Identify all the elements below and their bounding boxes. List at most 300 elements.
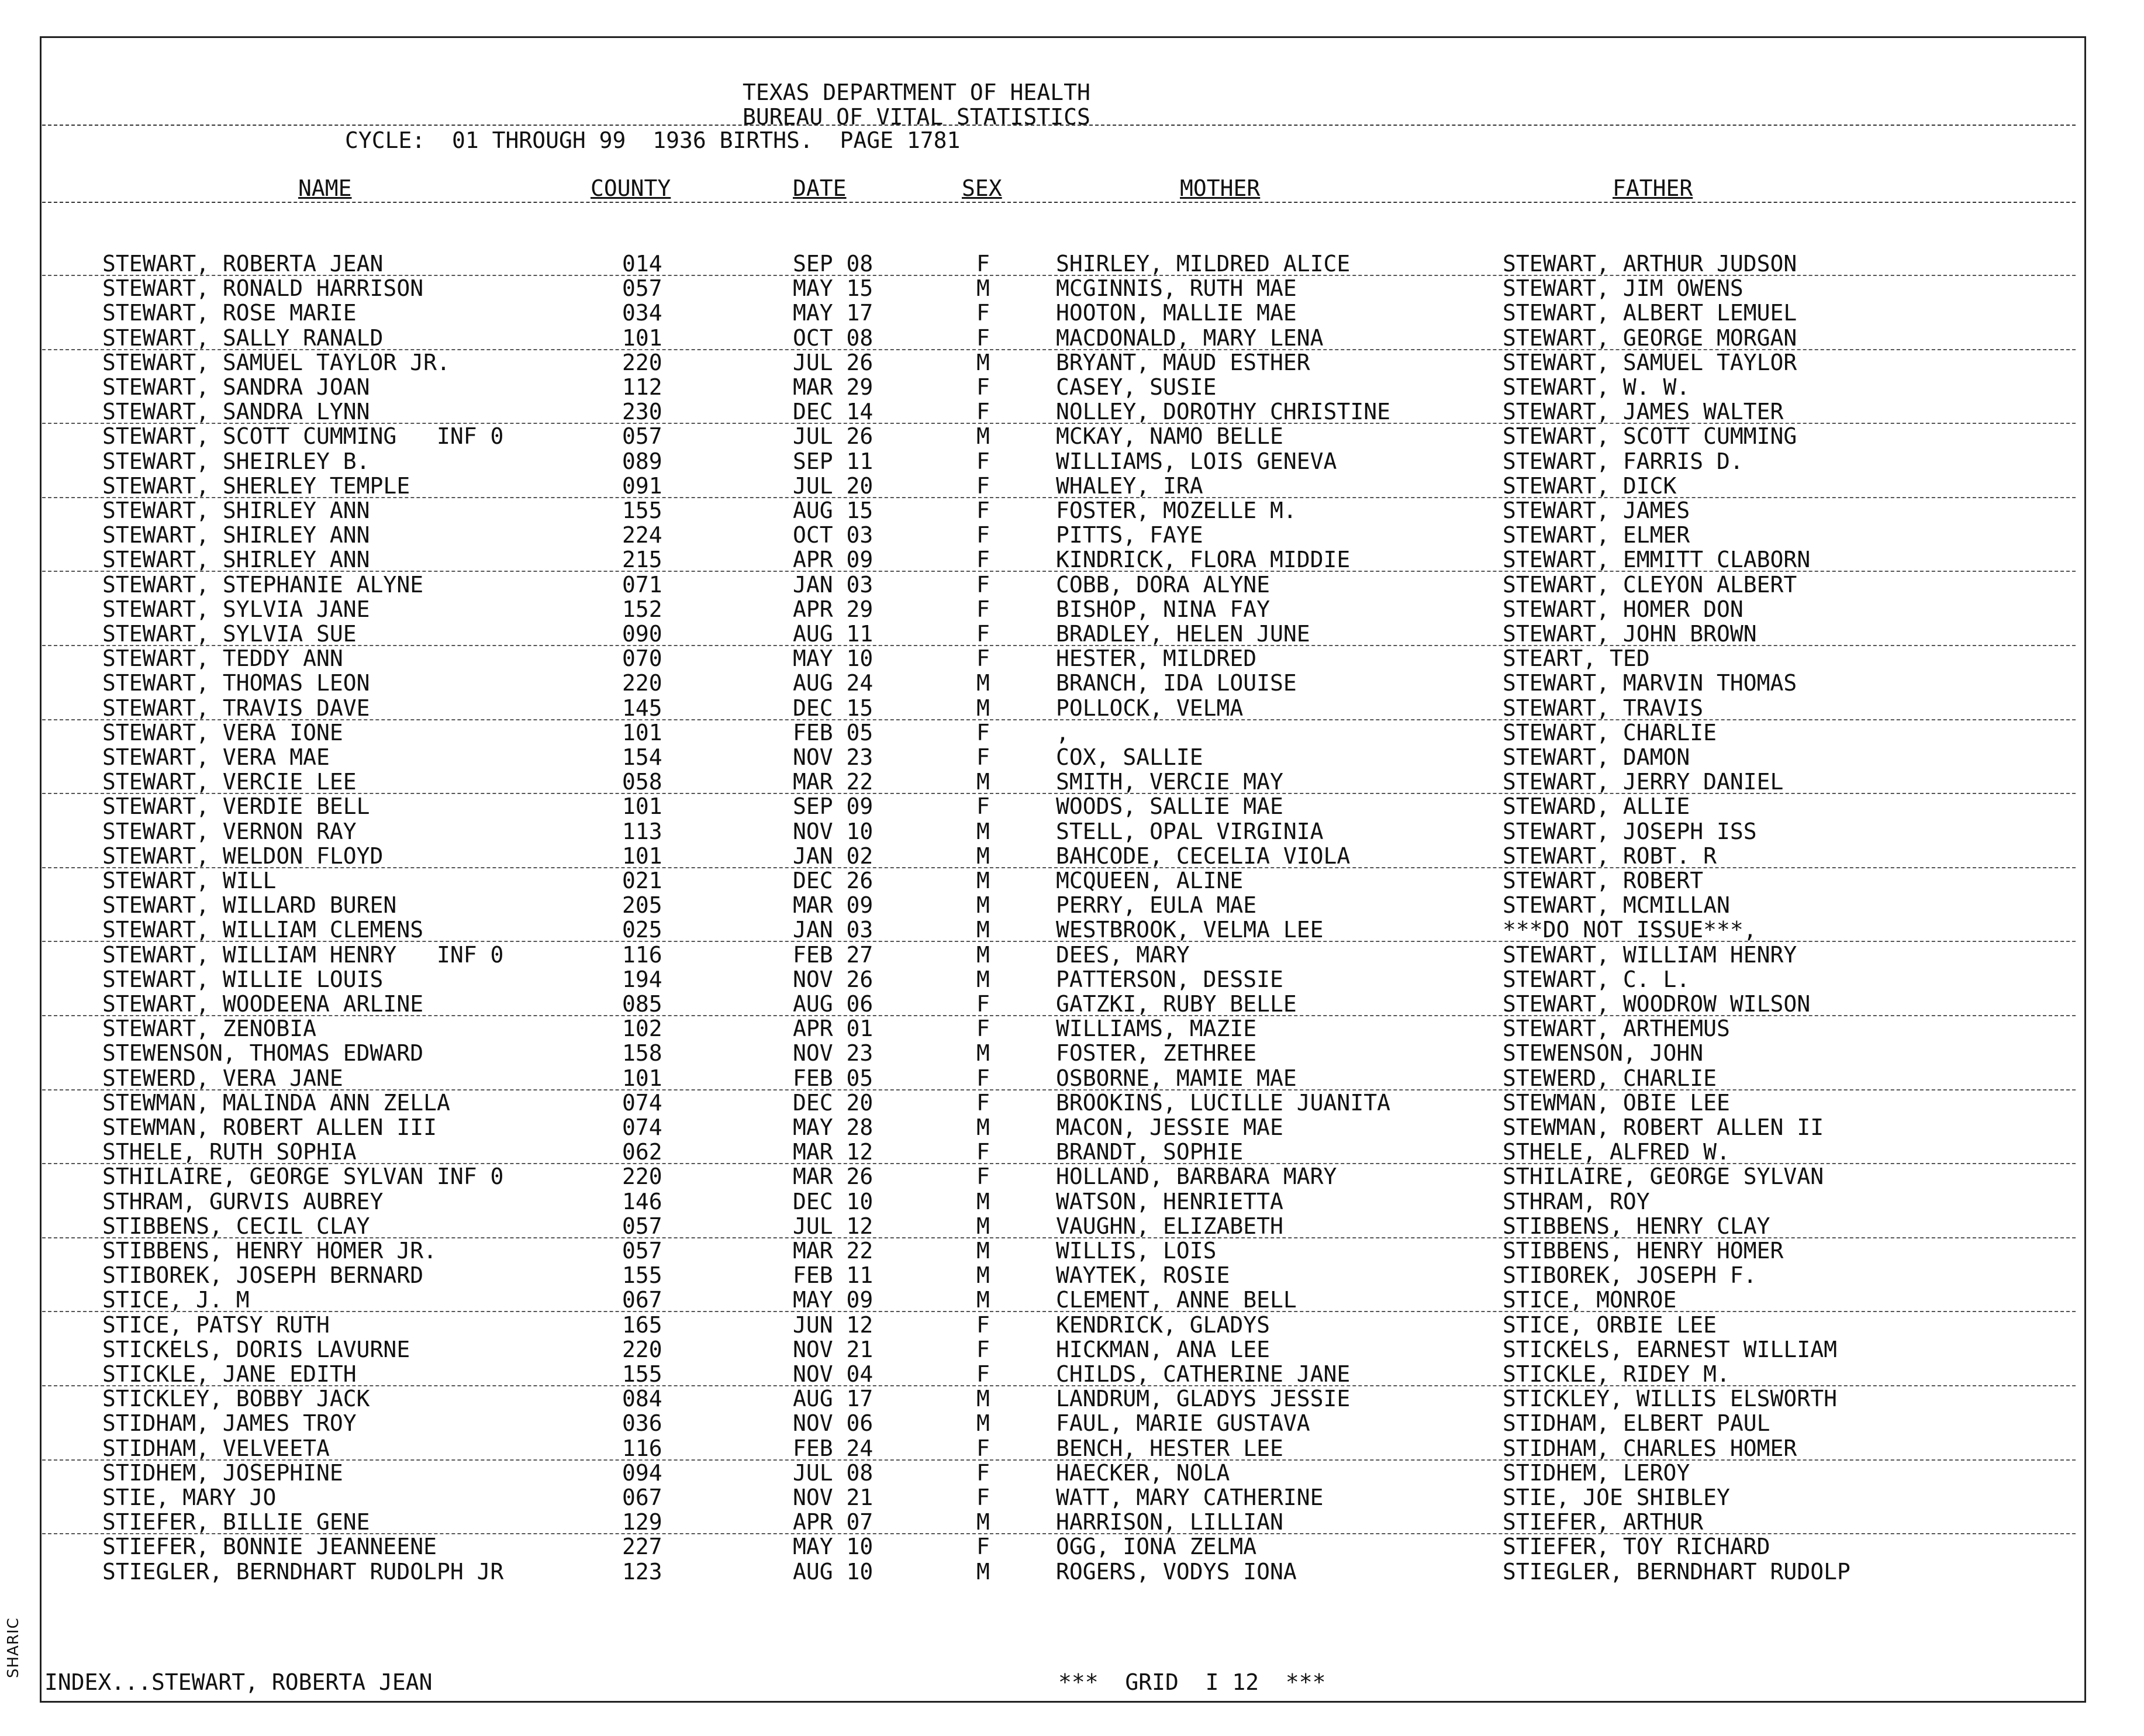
cell-date: MAY 10 — [793, 1534, 874, 1560]
cell-date: NOV 06 — [793, 1410, 874, 1437]
cell-mother: POLLOCK, VELMA — [1056, 695, 1244, 721]
cell-county: 067 — [622, 1287, 662, 1313]
cell-name: STEWART, WILL — [102, 868, 277, 893]
cell-mother: BRANCH, IDA LOUISE — [1056, 670, 1297, 696]
cell-county: 021 — [622, 868, 662, 893]
cell-name: STEWART, SHERLEY TEMPLE — [102, 472, 410, 499]
cell-date: NOV 23 — [793, 744, 874, 770]
cell-date: JUL 08 — [793, 1459, 874, 1486]
cell-county: 025 — [622, 917, 662, 943]
cell-father: STICE, ORBIE LEE — [1503, 1312, 1717, 1338]
cell-mother: HESTER, MILDRED — [1056, 646, 1257, 672]
cell-date: NOV 21 — [793, 1485, 874, 1510]
cell-sex: F — [976, 596, 990, 622]
cycle-line: CYCLE: 01 THROUGH 99 1936 BIRTHS. PAGE 1781 — [345, 127, 961, 153]
cell-county: 089 — [622, 448, 662, 474]
table-row — [0, 375, 2144, 399]
table-row — [0, 1436, 2144, 1461]
cell-name: STEWART, TRAVIS DAVE — [102, 695, 370, 721]
cell-date: MAY 15 — [793, 275, 874, 302]
cell-name: STIDHAM, JAMES TROY — [102, 1410, 357, 1437]
cell-name: STEWART, SANDRA LYNN — [102, 399, 370, 425]
cell-father: STEWART, GEORGE MORGAN — [1503, 325, 1797, 351]
cell-mother: LANDRUM, GLADYS JESSIE — [1056, 1386, 1351, 1412]
cell-county: 090 — [622, 621, 662, 647]
cell-county: 230 — [622, 399, 662, 425]
cell-sex: F — [976, 399, 990, 425]
cell-county: 220 — [622, 670, 662, 696]
cell-name: STEWMAN, ROBERT ALLEN III — [102, 1114, 437, 1140]
cell-sex: M — [976, 818, 990, 844]
cell-mother: MCGINNIS, RUTH MAE — [1056, 275, 1297, 302]
cell-county: 227 — [622, 1534, 662, 1560]
cell-mother: NOLLEY, DOROTHY CHRISTINE — [1056, 399, 1390, 425]
cell-sex: F — [976, 571, 990, 598]
cell-sex: F — [976, 793, 990, 820]
cell-name: STEWART, WILLARD BUREN — [102, 892, 397, 919]
cell-father: STEWART, MCMILLAN — [1503, 892, 1730, 919]
table-row — [0, 794, 2144, 819]
cell-mother: HAECKER, NOLA — [1056, 1459, 1230, 1486]
cell-mother: MCKAY, NAMO BELLE — [1056, 423, 1283, 450]
cell-date: JUN 12 — [793, 1312, 874, 1338]
cell-name: STIDHAM, VELVEETA — [102, 1435, 330, 1461]
cell-date: DEC 10 — [793, 1188, 874, 1214]
cell-sex: F — [976, 325, 990, 351]
cell-sex: F — [976, 1485, 990, 1510]
cell-date: JAN 02 — [793, 843, 874, 869]
cell-sex: F — [976, 1534, 990, 1560]
table-row — [0, 769, 2144, 794]
cell-father: STEWART, SAMUEL TAYLOR — [1503, 349, 1797, 375]
cell-name: STEWART, SHIRLEY ANN — [102, 522, 370, 548]
table-row — [0, 1189, 2144, 1214]
cell-mother: BAHCODE, CECELIA VIOLA — [1056, 843, 1351, 869]
cell-county: 071 — [622, 571, 662, 598]
cell-father: STEWART, DICK — [1503, 472, 1677, 499]
cell-county: 220 — [622, 1164, 662, 1190]
cell-sex: F — [976, 1312, 990, 1338]
cell-mother: BRYANT, MAUD ESTHER — [1056, 349, 1310, 375]
cell-name: STEWART, VERDIE BELL — [102, 793, 370, 820]
cell-mother: CHILDS, CATHERINE JANE — [1056, 1361, 1351, 1387]
table-row — [0, 547, 2144, 572]
cell-mother: MACON, JESSIE MAE — [1056, 1114, 1283, 1140]
cell-county: 070 — [622, 646, 662, 672]
cell-county: 084 — [622, 1386, 662, 1412]
cell-county: 205 — [622, 892, 662, 919]
cell-county: 215 — [622, 547, 662, 573]
table-row — [0, 1288, 2144, 1312]
cell-name: STEWART, ROSE MARIE — [102, 300, 357, 326]
cell-father: STEWART, CLEYON ALBERT — [1503, 571, 1797, 598]
cell-name: STIBOREK, JOSEPH BERNARD — [102, 1262, 424, 1289]
cell-name: STEWART, ZENOBIA — [102, 1016, 317, 1042]
cell-sex: M — [976, 1238, 990, 1264]
table-row — [0, 1090, 2144, 1115]
cell-county: 116 — [622, 941, 662, 968]
cell-name: STEWART, RONALD HARRISON — [102, 275, 424, 302]
table-row — [0, 449, 2144, 474]
cell-father: STICKLEY, WILLIS ELSWORTH — [1503, 1386, 1837, 1412]
cell-county: 085 — [622, 991, 662, 1017]
footer-index: INDEX...STEWART, ROBERTA JEAN — [44, 1669, 433, 1695]
cell-date: APR 07 — [793, 1509, 874, 1535]
cell-sex: M — [976, 1410, 990, 1437]
cell-mother: CLEMENT, ANNE BELL — [1056, 1287, 1297, 1313]
cell-name: STIEFER, BONNIE JEANNEENE — [102, 1534, 437, 1560]
cell-name: STIEGLER, BERNDHART RUDOLPH JR — [102, 1558, 504, 1585]
cell-mother: FAUL, MARIE GUSTAVA — [1056, 1410, 1310, 1437]
cell-sex: F — [976, 1016, 990, 1042]
cell-county: 155 — [622, 1361, 662, 1387]
table-row — [0, 745, 2144, 769]
cell-mother: WILLIS, LOIS — [1056, 1238, 1217, 1264]
cell-mother: FOSTER, MOZELLE M. — [1056, 498, 1297, 523]
cell-name: STICKLE, JANE EDITH — [102, 1361, 357, 1387]
cell-mother: PATTERSON, DESSIE — [1056, 966, 1283, 992]
table-row — [0, 399, 2144, 424]
cell-county: 101 — [622, 1065, 662, 1091]
cell-father: STHELE, ALFRED W. — [1503, 1139, 1730, 1165]
cell-sex: M — [976, 769, 990, 795]
cell-sex: M — [976, 1040, 990, 1067]
cell-mother: GATZKI, RUBY BELLE — [1056, 991, 1297, 1017]
cell-father: STICKELS, EARNEST WILLIAM — [1503, 1336, 1837, 1362]
cell-father: STEWART, JOSEPH ISS — [1503, 818, 1757, 844]
cell-father: STEWART, ROBT. R — [1503, 843, 1717, 869]
cell-county: 220 — [622, 1336, 662, 1362]
cell-date: AUG 10 — [793, 1558, 874, 1585]
cell-sex: M — [976, 1114, 990, 1140]
cell-father: STEWART, JAMES — [1503, 498, 1690, 523]
cell-mother: WESTBROOK, VELMA LEE — [1056, 917, 1324, 943]
cell-father: STEWERD, CHARLIE — [1503, 1065, 1717, 1091]
cell-father: STEWARD, ALLIE — [1503, 793, 1690, 820]
cell-name: STIBBENS, HENRY HOMER JR. — [102, 1238, 437, 1264]
cell-date: MAY 28 — [793, 1114, 874, 1140]
cell-mother: PITTS, FAYE — [1056, 522, 1203, 548]
cell-name: STEWART, WILLIE LOUIS — [102, 966, 384, 992]
cell-name: STICE, J. M — [102, 1287, 250, 1313]
cell-sex: F — [976, 1459, 990, 1486]
column-header-mother: MOTHER — [1180, 175, 1261, 201]
table-row — [0, 622, 2144, 646]
cell-mother: HARRISON, LILLIAN — [1056, 1509, 1283, 1535]
cell-father: STEWART, JOHN BROWN — [1503, 621, 1757, 647]
table-row — [0, 646, 2144, 671]
cell-date: MAR 12 — [793, 1139, 874, 1165]
cell-name: STEWART, STEPHANIE ALYNE — [102, 571, 424, 598]
cell-father: STEWART, MARVIN THOMAS — [1503, 670, 1797, 696]
cell-mother: BRADLEY, HELEN JUNE — [1056, 621, 1310, 647]
cell-county: 057 — [622, 275, 662, 302]
cell-sex: M — [976, 941, 990, 968]
cell-sex: M — [976, 843, 990, 869]
cell-sex: F — [976, 374, 990, 400]
cell-mother: WAYTEK, ROSIE — [1056, 1262, 1230, 1289]
cell-county: 034 — [622, 300, 662, 326]
cell-date: AUG 06 — [793, 991, 874, 1017]
cell-mother: COBB, DORA ALYNE — [1056, 571, 1270, 598]
cell-name: STEWART, ROBERTA JEAN — [102, 251, 384, 277]
cell-county: 014 — [622, 251, 662, 277]
cell-sex: F — [976, 1139, 990, 1165]
table-row — [0, 1411, 2144, 1435]
cell-county: 158 — [622, 1040, 662, 1067]
department-title: TEXAS DEPARTMENT OF HEALTH — [743, 80, 1090, 105]
cell-date: MAR 09 — [793, 892, 874, 919]
cell-mother: WOODS, SALLIE MAE — [1056, 793, 1283, 820]
cell-county: 155 — [622, 1262, 662, 1289]
cell-name: STHILAIRE, GEORGE SYLVAN INF 0 — [102, 1164, 504, 1190]
cell-father: STIBBENS, HENRY HOMER — [1503, 1238, 1784, 1264]
cell-name: STEWMAN, MALINDA ANN ZELLA — [102, 1089, 450, 1116]
cell-father: STIEGLER, BERNDHART RUDOLP — [1503, 1558, 1850, 1585]
table-row — [0, 1386, 2144, 1411]
cell-mother: HOOTON, MALLIE MAE — [1056, 300, 1297, 326]
cell-father: STIDHEM, LEROY — [1503, 1459, 1690, 1486]
cell-date: MAY 09 — [793, 1287, 874, 1313]
cell-sex: M — [976, 966, 990, 992]
cell-date: DEC 14 — [793, 399, 874, 425]
table-row — [0, 1362, 2144, 1386]
cell-sex: F — [976, 1336, 990, 1362]
footer-grid: *** GRID I 12 *** — [1058, 1669, 1326, 1695]
cell-county: 101 — [622, 719, 662, 746]
side-label: SHARIC — [5, 1617, 22, 1678]
cell-date: JUL 20 — [793, 472, 874, 499]
cell-county: 116 — [622, 1435, 662, 1461]
cell-mother: VAUGHN, ELIZABETH — [1056, 1213, 1283, 1239]
cell-sex: M — [976, 349, 990, 375]
cell-name: STEWART, VERNON RAY — [102, 818, 357, 844]
table-row — [0, 1313, 2144, 1337]
cell-county: 165 — [622, 1312, 662, 1338]
cell-county: 220 — [622, 349, 662, 375]
cell-county: 036 — [622, 1410, 662, 1437]
cell-name: STEWART, SHIRLEY ANN — [102, 498, 370, 523]
cell-name: STICE, PATSY RUTH — [102, 1312, 330, 1338]
table-row — [0, 474, 2144, 498]
cell-sex: F — [976, 547, 990, 573]
cell-name: STEWART, WILLIAM CLEMENS — [102, 917, 424, 943]
cell-name: STHRAM, GURVIS AUBREY — [102, 1188, 384, 1214]
cell-sex: F — [976, 621, 990, 647]
table-row — [0, 720, 2144, 745]
cell-date: NOV 04 — [793, 1361, 874, 1387]
cell-county: 155 — [622, 498, 662, 523]
table-row — [0, 276, 2144, 301]
cell-name: STEWART, VERA IONE — [102, 719, 343, 746]
table-row — [0, 1016, 2144, 1041]
table-row — [0, 1510, 2144, 1534]
cell-father: STHRAM, ROY — [1503, 1188, 1650, 1214]
cell-mother: COX, SALLIE — [1056, 744, 1203, 770]
cell-county: 074 — [622, 1089, 662, 1116]
cell-county: 067 — [622, 1485, 662, 1510]
cell-date: JUL 12 — [793, 1213, 874, 1239]
table-row — [0, 1214, 2144, 1238]
cell-father: STEWART, HOMER DON — [1503, 596, 1743, 622]
cell-county: 062 — [622, 1139, 662, 1165]
cell-sex: F — [976, 646, 990, 672]
table-row — [0, 893, 2144, 917]
cell-sex: M — [976, 1386, 990, 1412]
cell-date: FEB 05 — [793, 1065, 874, 1091]
cell-mother: BENCH, HESTER LEE — [1056, 1435, 1283, 1461]
cell-name: STEWART, WELDON FLOYD — [102, 843, 384, 869]
table-row — [0, 967, 2144, 992]
cell-mother: ROGERS, VODYS IONA — [1056, 1558, 1297, 1585]
cell-county: 058 — [622, 769, 662, 795]
cell-father: ***DO NOT ISSUE***, — [1503, 917, 1757, 943]
cell-mother: , — [1056, 719, 1069, 746]
cell-name: STEWART, SCOTT CUMMING INF 0 — [102, 423, 504, 450]
cell-father: STICE, MONROE — [1503, 1287, 1677, 1313]
cell-sex: F — [976, 1361, 990, 1387]
table-row — [0, 572, 2144, 597]
cell-date: NOV 23 — [793, 1040, 874, 1067]
cell-father: STICKLE, RIDEY M. — [1503, 1361, 1730, 1387]
cell-name: STEWART, SALLY RANALD — [102, 325, 384, 351]
table-row — [0, 868, 2144, 893]
cell-sex: F — [976, 1435, 990, 1461]
cell-father: STEWART, SCOTT CUMMING — [1503, 423, 1797, 450]
cell-date: NOV 26 — [793, 966, 874, 992]
cell-father: STIDHAM, ELBERT PAUL — [1503, 1410, 1770, 1437]
table-row — [0, 1534, 2144, 1559]
cell-date: MAY 10 — [793, 646, 874, 672]
cell-father: STHILAIRE, GEORGE SYLVAN — [1503, 1164, 1824, 1190]
table-row — [0, 1115, 2144, 1140]
cell-mother: PERRY, EULA MAE — [1056, 892, 1257, 919]
cell-name: STEWART, VERA MAE — [102, 744, 330, 770]
table-row — [0, 1041, 2144, 1065]
cell-father: STEWART, EMMITT CLABORN — [1503, 547, 1811, 573]
cell-father: STEWART, WOODROW WILSON — [1503, 991, 1811, 1017]
cell-father: STEWART, CHARLIE — [1503, 719, 1717, 746]
cell-sex: F — [976, 719, 990, 746]
cell-date: APR 09 — [793, 547, 874, 573]
cell-sex: F — [976, 522, 990, 548]
cell-name: STICKELS, DORIS LAVURNE — [102, 1336, 410, 1362]
cell-county: 057 — [622, 1238, 662, 1264]
cell-father: STEWART, ARTHUR JUDSON — [1503, 251, 1797, 277]
table-row — [0, 1238, 2144, 1263]
table-row — [0, 671, 2144, 695]
cell-date: JAN 03 — [793, 571, 874, 598]
cell-sex: M — [976, 1287, 990, 1313]
cell-mother: HICKMAN, ANA LEE — [1056, 1336, 1270, 1362]
cell-father: STEART, TED — [1503, 646, 1650, 672]
cell-sex: M — [976, 892, 990, 919]
cell-county: 113 — [622, 818, 662, 844]
cell-name: STEWENSON, THOMAS EDWARD — [102, 1040, 424, 1067]
cell-sex: F — [976, 448, 990, 474]
cell-date: DEC 26 — [793, 868, 874, 893]
cell-father: STEWART, WILLIAM HENRY — [1503, 941, 1797, 968]
cell-father: STIE, JOE SHIBLEY — [1503, 1485, 1730, 1510]
cell-name: STEWART, WILLIAM HENRY INF 0 — [102, 941, 504, 968]
cell-mother: STELL, OPAL VIRGINIA — [1056, 818, 1324, 844]
cell-mother: WATT, MARY CATHERINE — [1056, 1485, 1324, 1510]
table-row — [0, 917, 2144, 942]
bureau-title: BUREAU OF VITAL STATISTICS — [743, 104, 1090, 130]
table-row — [0, 424, 2144, 448]
cell-name: STIDHEM, JOSEPHINE — [102, 1459, 343, 1486]
cell-sex: F — [976, 1065, 990, 1091]
cell-father: STEWMAN, ROBERT ALLEN II — [1503, 1114, 1824, 1140]
cell-name: STEWART, SHEIRLEY B. — [102, 448, 370, 474]
table-row — [0, 1263, 2144, 1288]
cell-father: STEWART, ELMER — [1503, 522, 1690, 548]
cell-county: 074 — [622, 1114, 662, 1140]
cell-name: STEWART, TEDDY ANN — [102, 646, 343, 672]
cell-county: 194 — [622, 966, 662, 992]
cell-mother: OGG, IONA ZELMA — [1056, 1534, 1257, 1560]
cell-county: 112 — [622, 374, 662, 400]
table-row — [0, 943, 2144, 967]
cell-father: STIEFER, TOY RICHARD — [1503, 1534, 1770, 1560]
cell-date: FEB 24 — [793, 1435, 874, 1461]
cell-date: MAY 17 — [793, 300, 874, 326]
cell-sex: F — [976, 1089, 990, 1116]
header-rule — [42, 125, 2076, 126]
cell-sex: F — [976, 472, 990, 499]
cell-date: AUG 11 — [793, 621, 874, 647]
cell-county: 146 — [622, 1188, 662, 1214]
cell-date: JUL 26 — [793, 423, 874, 450]
table-row — [0, 1559, 2144, 1584]
cell-date: OCT 08 — [793, 325, 874, 351]
cell-county: 057 — [622, 1213, 662, 1239]
table-row — [0, 696, 2144, 720]
cell-county: 094 — [622, 1459, 662, 1486]
cell-sex: F — [976, 300, 990, 326]
table-row — [0, 1140, 2144, 1164]
cell-date: DEC 20 — [793, 1089, 874, 1116]
cell-mother: CASEY, SUSIE — [1056, 374, 1217, 400]
cell-mother: FOSTER, ZETHREE — [1056, 1040, 1257, 1067]
cell-county: 224 — [622, 522, 662, 548]
cell-sex: F — [976, 251, 990, 277]
cell-date: JUL 26 — [793, 349, 874, 375]
cell-sex: M — [976, 695, 990, 721]
cell-county: 152 — [622, 596, 662, 622]
cell-mother: WILLIAMS, LOIS GENEVA — [1056, 448, 1337, 474]
cell-mother: BRANDT, SOPHIE — [1056, 1139, 1244, 1165]
cell-date: DEC 15 — [793, 695, 874, 721]
cell-father: STEWART, TRAVIS — [1503, 695, 1704, 721]
cell-sex: M — [976, 868, 990, 893]
cell-date: JAN 03 — [793, 917, 874, 943]
cell-sex: M — [976, 423, 990, 450]
cell-father: STEWART, ARTHEMUS — [1503, 1016, 1730, 1042]
cell-name: STEWART, SYLVIA SUE — [102, 621, 357, 647]
cell-date: FEB 11 — [793, 1262, 874, 1289]
cell-name: STEWART, SANDRA JOAN — [102, 374, 370, 400]
cell-mother: SHIRLEY, MILDRED ALICE — [1056, 251, 1351, 277]
cell-sex: M — [976, 275, 990, 302]
cell-date: AUG 15 — [793, 498, 874, 523]
table-row — [0, 1485, 2144, 1510]
cell-county: 102 — [622, 1016, 662, 1042]
cell-date: NOV 10 — [793, 818, 874, 844]
table-row — [0, 326, 2144, 350]
cell-county: 057 — [622, 423, 662, 450]
cell-county: 145 — [622, 695, 662, 721]
